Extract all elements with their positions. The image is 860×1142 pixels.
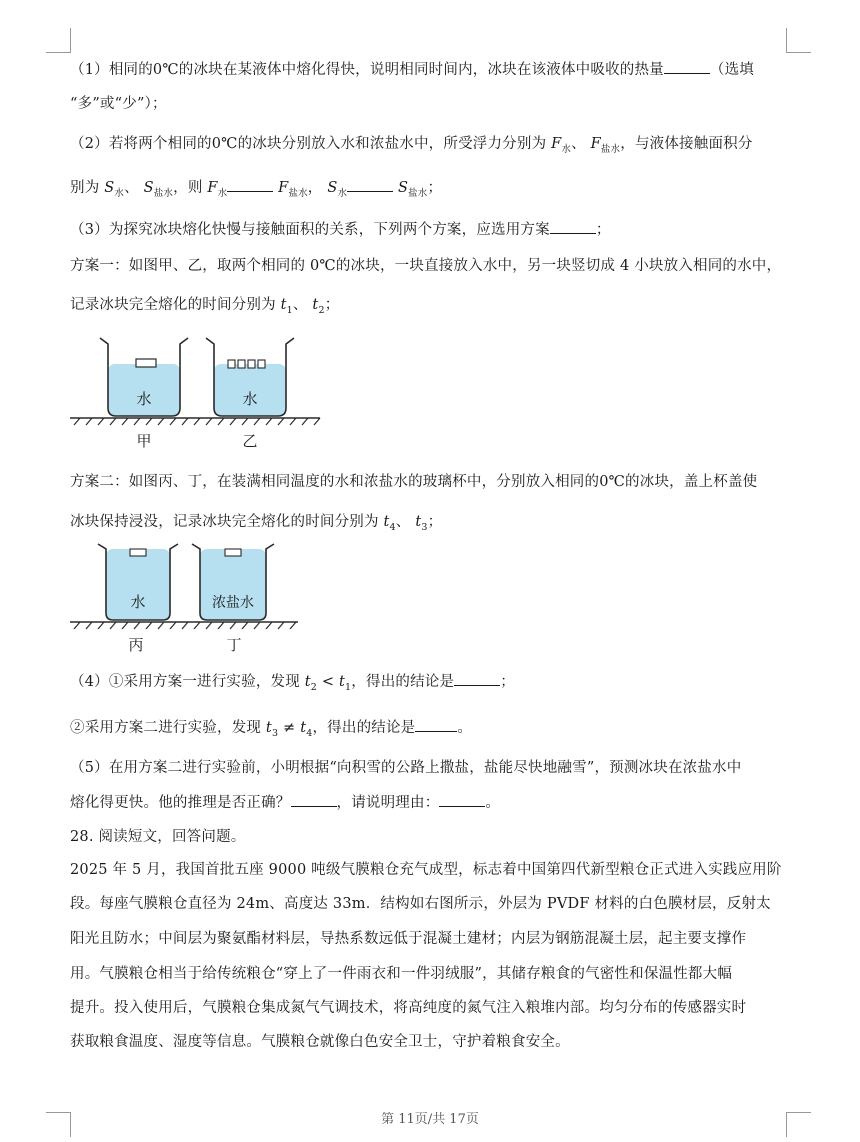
liquid-label: 水 [136,390,152,408]
page-number: 第 11页/共 17页 [381,1112,479,1127]
liquid-label: 水 [130,593,146,611]
q2-line-2: 别为 $S_水$、 $S_{盐水}$，则 $F_水$ $F_{盐水}$， $S_水$ $S_{盐水}$； [70,176,442,199]
q28-paragraph-line: 获取粮食温度、湿度等信息。气膜粮仓就像白色安全卫士，守护着粮食安全。 [70,1034,570,1050]
plan2-line-2: 冰块保持浸没，记录冰块完全熔化的时间分别为 $t_4$、 $t_3$； [70,514,443,533]
beaker-ding [192,544,274,620]
figure-label-jia: 甲 [136,432,152,450]
answer-blank[interactable] [550,219,596,234]
q5-line-2: 熔化得更快。他的推理是否正确？ ，请说明理由： 。 [70,791,500,812]
table-surface [70,622,298,629]
q2-line-1: （2）若将两个相同的0℃的冰块分别放入水和浓盐水中，所受浮力分别为 $F_水$、 $F_{盐水}$，与液体接触面积分 [70,136,753,155]
ice-piece [228,360,235,368]
ice-block [130,549,146,556]
plan1-line-2: 记录冰块完全熔化的时间分别为 $t_1$、 $t_2$； [70,297,340,316]
figure-label-yi: 乙 [242,432,258,450]
liquid-label: 浓盐水 [212,595,254,611]
beaker-yi [206,338,294,416]
answer-blank[interactable] [664,59,710,74]
beaker-jia [100,338,188,416]
q1-line-1: （1）相同的0℃的冰块在某液体中熔化得快，说明相同时间内，冰块在该液体中吸收的热量 （选填 [70,58,754,79]
q4-line-2: ②采用方案二进行实验，发现 $t_3 \ne t_4$，得出的结论是 。 [70,716,472,739]
q1-line-2: “多”或“少”）； [70,96,167,112]
beaker-bing [98,544,178,620]
q28-paragraph-line: 阳光且防水；中间层为聚氨酯材料层，导热系数远低于混凝土建材；内层为钢筋混凝土层，起主要支撑作 [70,931,747,947]
ice-piece [258,360,265,368]
answer-blank[interactable] [227,177,273,192]
ice-block [136,359,156,367]
figure-label-bing: 丙 [128,636,144,654]
answer-blank[interactable] [347,177,393,192]
q28-title: 28. 阅读短文，回答问题。 [70,829,246,845]
q28-paragraph-line: 段。每座气膜粮仓直径为 24m、高度达 33m．结构如右图所示，外层为 PVDF 材料的白色膜材层，反射太 [70,896,771,912]
crop-mark-top-left [46,28,71,53]
plan1-line-1: 方案一：如图甲、乙，取两个相同的 0℃的冰块，一块直接放入水中，另一块竖切成 4 小块放入相同的水中， [70,258,782,274]
answer-blank[interactable] [415,717,457,732]
q28-paragraph-line: 用。气膜粮仓相当于给传统粮仓“穿上了一件雨衣和一件羽绒服”，其储存粮食的气密性和保温性都大幅 [70,966,733,982]
figure-plan-two-beakers [68,540,308,658]
ice-piece [238,360,245,368]
answer-blank[interactable] [454,671,500,686]
ice-piece [248,360,255,368]
answer-blank[interactable] [439,792,485,807]
figure-plan-one-beakers [68,332,328,454]
table-surface [70,418,320,425]
q3-line-1: （3）为探究冰块熔化快慢与接触面积的关系，下列两个方案，应选用方案 ； [70,218,611,239]
q4-line-1: （4）①采用方案一进行实验，发现 $t_2 < t_1$，得出的结论是 ； [70,670,515,693]
ice-block [225,549,241,556]
q5-line-1: （5）在用方案二进行实验前，小明根据“向积雪的公路上撒盐，盐能尽快地融雪”，预测冰块在浓盐水中 [70,760,742,776]
q28-paragraph-line: 提升。投入使用后，气膜粮仓集成氮气气调技术，将高纯度的氮气注入粮堆内部。均匀分布的传感器实时 [70,1000,747,1016]
liquid-label: 水 [242,390,258,408]
plan2-line-1: 方案二：如图丙、丁，在装满相同温度的水和浓盐水的玻璃杯中，分别放入相同的0℃的冰块，盖上杯盖使 [70,474,758,490]
crop-mark-top-right [786,28,811,53]
figure-label-ding: 丁 [226,636,242,654]
q28-paragraph-line: 2025 年 5 月，我国首批五座 9000 吨级气膜粮仓充气成型，标志着中国第四代新型粮仓正式进入实践应用阶 [70,862,782,878]
answer-blank[interactable] [291,792,337,807]
